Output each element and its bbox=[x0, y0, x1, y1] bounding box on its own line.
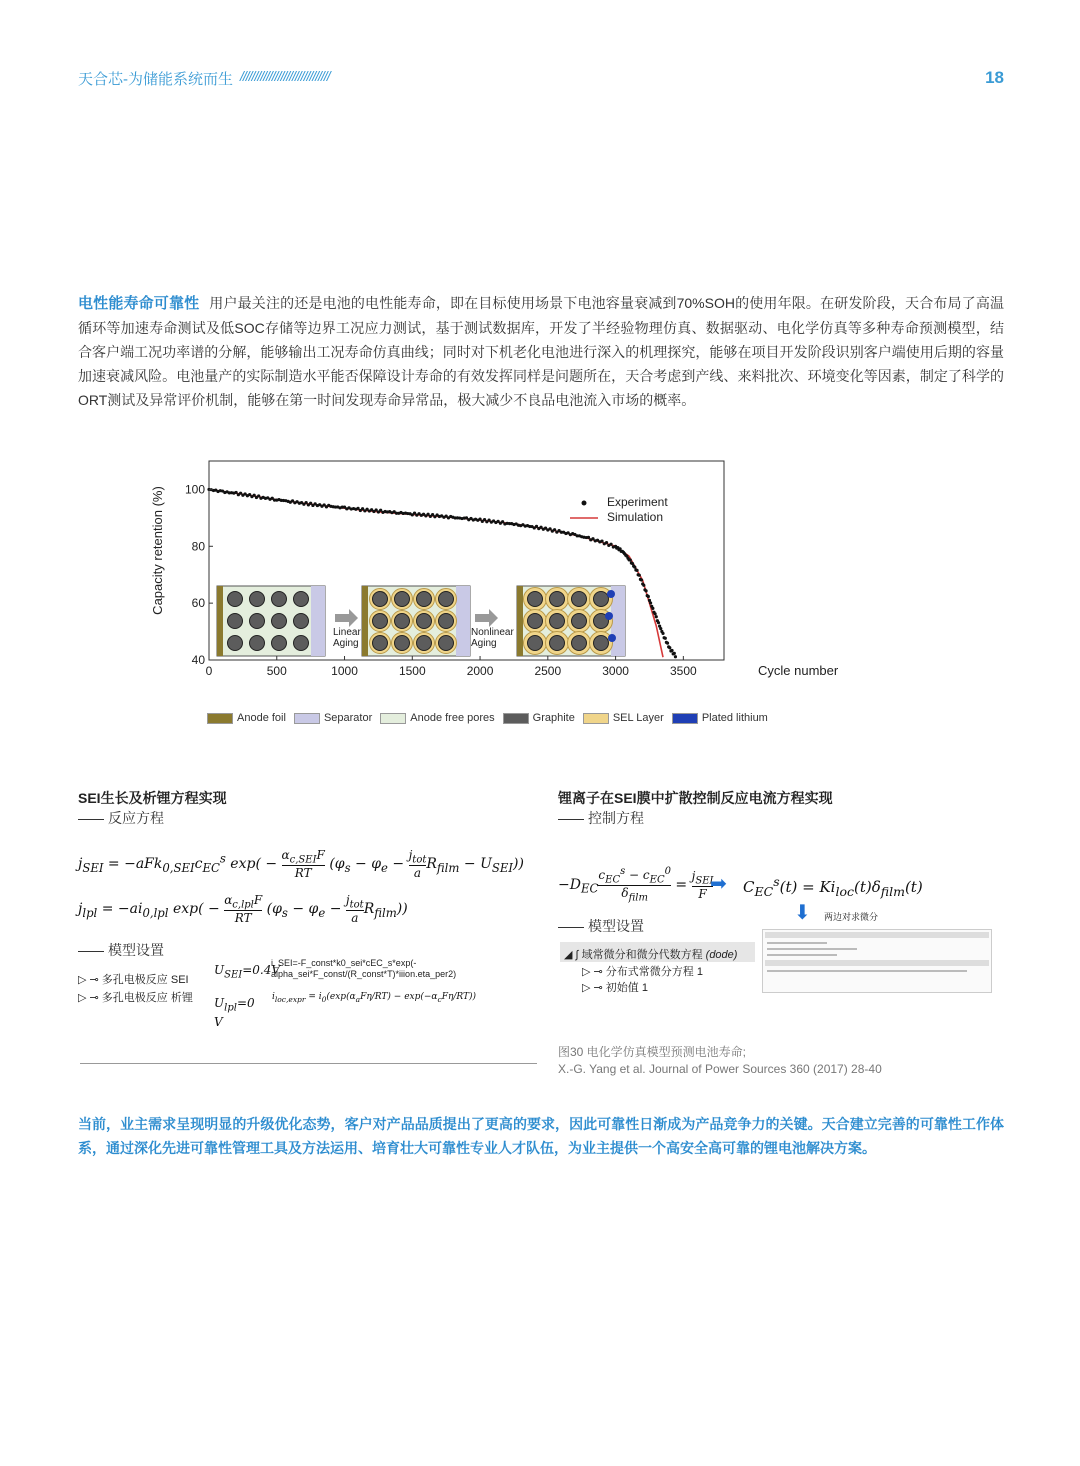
experiment-point bbox=[633, 566, 636, 569]
y-tick-label: 80 bbox=[191, 539, 205, 554]
inset-label: Aging bbox=[333, 638, 359, 649]
experiment-point bbox=[655, 615, 658, 618]
left-model-settings bbox=[78, 940, 164, 960]
arrow-note: 两边对求微分 bbox=[824, 912, 879, 922]
tree-root-label: 域常微分和微分代数方程 bbox=[581, 949, 703, 961]
inset-label: Aging bbox=[471, 638, 497, 649]
tree-item-sei[interactable]: ▷ ⊸ 多孔电极反应 SEI bbox=[78, 974, 189, 986]
legend-simulation-label: Simulation bbox=[607, 510, 664, 524]
sei-equation: $j_{SEI} = -aFk_{0,SEI}c_{EC}^s$ exp( − $\alpha_{c,SEI}F$ RT ($\varphi_s - \varphi_e$ − $j_{tot}$ a $R_{film} - U_{SEI}$)) bbox=[78, 848, 524, 881]
node-icon: ⊸ bbox=[593, 982, 603, 994]
tree-root-tag: (dode) bbox=[705, 949, 738, 961]
right-panel-subtitle bbox=[558, 808, 644, 828]
graphite-particle bbox=[250, 636, 265, 651]
materials-legend-item bbox=[294, 712, 372, 724]
graphite-particle bbox=[528, 636, 543, 651]
node-icon: ⊸ bbox=[89, 992, 99, 1004]
inset-label: Linear bbox=[333, 627, 361, 638]
experiment-point bbox=[670, 649, 673, 652]
right-model-settings bbox=[558, 916, 644, 936]
thumbnail-bar bbox=[765, 932, 989, 938]
graphite-particle bbox=[272, 592, 287, 607]
tree-item-lpl-label: 多孔电极反应 析锂 bbox=[101, 992, 193, 1004]
legend-label: Separator bbox=[323, 712, 373, 724]
u-sei-setting: $U_{SEI}=0.4V$ bbox=[214, 963, 281, 981]
aging-insets bbox=[217, 586, 625, 656]
x-tick-label: 500 bbox=[266, 664, 287, 678]
experiment-point bbox=[635, 569, 638, 572]
right-subtitle-text: 控制方程 bbox=[588, 810, 644, 826]
inset-diagram bbox=[217, 586, 325, 656]
graphite-particle bbox=[272, 636, 287, 651]
thumbnail-bar bbox=[765, 960, 989, 966]
anode-foil bbox=[217, 586, 223, 656]
graphite-particle bbox=[250, 592, 265, 607]
page-number: 18 bbox=[985, 68, 1004, 87]
experiment-point bbox=[235, 491, 238, 494]
graphite-particle bbox=[528, 614, 543, 629]
legend-swatch bbox=[672, 713, 698, 724]
legend-swatch bbox=[503, 713, 529, 724]
thumbnail-line bbox=[767, 970, 967, 972]
experiment-point bbox=[257, 494, 260, 497]
dode-icon: ∫ bbox=[575, 949, 579, 961]
graphite-particle bbox=[572, 614, 587, 629]
x-tick-label: 0 bbox=[205, 664, 213, 678]
experiment-point bbox=[253, 494, 256, 497]
i-sei-expression: i_SEI=-F_const*k0_sei*cEC_s*exp(-alpha_sei*F_const/(R_const*T)*iiion.eta_per2) bbox=[271, 958, 457, 979]
down-arrow-icon: ⬇ bbox=[794, 902, 811, 924]
aging-arrow bbox=[335, 609, 358, 627]
x-tick-label: 3500 bbox=[669, 664, 697, 678]
graphite-particle bbox=[294, 636, 309, 651]
graphite-particle bbox=[294, 592, 309, 607]
materials-legend-item bbox=[672, 712, 768, 724]
legend-label: Graphite bbox=[532, 712, 575, 724]
experiment-point bbox=[638, 574, 641, 577]
aging-arrow bbox=[475, 609, 498, 627]
experiment-point bbox=[305, 501, 308, 504]
experiment-point bbox=[654, 612, 657, 615]
thumbnail-line bbox=[767, 954, 837, 956]
thumbnail-line bbox=[767, 942, 827, 944]
graphite-particle bbox=[528, 592, 543, 607]
graphite-particle bbox=[594, 636, 609, 651]
intro-text: 用户最关注的还是电池的电性能寿命，即在目标使用场景下电池容量衰减到70%SOH的使用年限。在研发阶段，天合布局了高温循环等加速寿命测试及低SOC存储等边界工况应力测试，基于测试数据库，开发了半经验物理仿真、数据驱动、电化学仿真等多种寿命预测模型，结合客户端工况功率谱的分解，能够输出工况寿命仿真曲线；同时对下机老化电池进行深入的机理探究，能够在项目开发阶段识别客户端使用后期的容量加速衰减风险。电池量产的实际制造水平能否保障设计寿命的有效发挥同样是问题所在，天合考虑到产线、来料批次、环境变化等因素，制定了科学的ORT测试及异常评价机制，能够在第一时间发现寿命异常品，极大减少不良品电池流入市场的概率。 bbox=[78, 295, 1004, 408]
experiment-point bbox=[674, 655, 677, 658]
experiment-point bbox=[661, 632, 664, 635]
left-panel-title: SEI生长及析锂方程实现 bbox=[78, 790, 227, 806]
legend-swatch bbox=[583, 713, 609, 724]
inset-diagram bbox=[517, 586, 625, 656]
left-model-settings-text: 模型设置 bbox=[108, 942, 164, 958]
y-tick-label: 100 bbox=[184, 482, 205, 497]
experiment-point bbox=[605, 541, 608, 544]
legend-label: Anode foil bbox=[237, 712, 286, 724]
right-model-settings-text: 模型设置 bbox=[588, 918, 644, 934]
graphite-particle bbox=[417, 636, 432, 651]
experiment-point bbox=[657, 621, 660, 624]
graphite-particle bbox=[550, 592, 565, 607]
y-axis-label: Capacity retention (%) bbox=[150, 486, 165, 615]
experiment-point bbox=[587, 536, 590, 539]
inset-label: Nonlinear bbox=[471, 627, 514, 638]
graphite-particle bbox=[395, 636, 410, 651]
right-panel-title: 锂离子在SEI膜中扩散控制反应电流方程实现 bbox=[558, 790, 833, 806]
right-arrow-icon: ➡ bbox=[710, 873, 727, 895]
experiment-point bbox=[647, 595, 650, 598]
materials-legend-item bbox=[583, 712, 664, 724]
tree-item-lpl[interactable]: ▷ ⊸ 多孔电极反应 析锂 bbox=[78, 992, 193, 1004]
divider-rule bbox=[80, 1063, 537, 1064]
i-loc-expression: $i_{loc,expr} = i_0(\exp(\alpha_aF\eta/RT) - \exp(-\alpha_cF\eta/RT))$ bbox=[272, 992, 477, 1004]
tree-child-init-label: 初始值 1 bbox=[605, 982, 648, 994]
header-title: 天合芯-为储能系统而生 bbox=[78, 71, 233, 88]
tree-root[interactable]: ◢ ∫ 域常微分和微分代数方程 (dode) bbox=[564, 949, 738, 961]
materials-legend bbox=[207, 712, 807, 724]
materials-legend-item bbox=[207, 712, 286, 724]
graphite-particle bbox=[373, 614, 388, 629]
inset-diagram bbox=[362, 586, 470, 656]
materials-legend-item bbox=[503, 712, 575, 724]
x-tick-label: 2000 bbox=[466, 664, 494, 678]
graphite-particle bbox=[395, 592, 410, 607]
graphite-particle bbox=[373, 636, 388, 651]
experiment-point bbox=[673, 652, 676, 655]
u-lpl-setting: $U_{lpl}=0$ V bbox=[214, 996, 255, 1030]
tree-item-sei-label: 多孔电极反应 SEI bbox=[101, 974, 189, 986]
experiment-point bbox=[600, 539, 603, 542]
graphite-particle bbox=[417, 614, 432, 629]
x-tick-label: 1500 bbox=[398, 664, 426, 678]
thumbnail-line bbox=[767, 948, 857, 950]
derived-equation: $C_{EC}^s(t) = Ki_{loc}(t)\delta_{film}(t)$ bbox=[743, 874, 923, 899]
node-icon: ⊸ bbox=[593, 966, 603, 978]
graphite-particle bbox=[373, 592, 388, 607]
figure-reference: X.-G. Yang et al. Journal of Power Sources 360 (2017) 28-40 bbox=[558, 1062, 882, 1076]
experiment-point bbox=[651, 607, 654, 610]
lpl-equation: $j_{lpl} = -ai_{0,lpl}$ exp( − $\alpha_{c,lpl}F$ RT ($\varphi_s - \varphi_e$ − $j_{tot}$ a $R_{film}$)) bbox=[78, 893, 408, 926]
legend-experiment-label: Experiment bbox=[607, 495, 668, 509]
plated-lithium bbox=[608, 634, 616, 642]
graphite-particle bbox=[272, 614, 287, 629]
tree-child-ode-label: 分布式常微分方程 1 bbox=[605, 966, 703, 978]
legend-experiment-marker bbox=[582, 501, 587, 506]
graphite-particle bbox=[417, 592, 432, 607]
legend-swatch bbox=[207, 713, 233, 724]
experiment-point bbox=[668, 646, 671, 649]
graphite-particle bbox=[395, 614, 410, 629]
tree-child-ode[interactable]: ▷ ⊸ 分布式常微分方程 1 bbox=[582, 966, 703, 978]
experiment-point bbox=[548, 527, 551, 530]
intro-paragraph bbox=[78, 291, 1004, 412]
settings-thumbnail bbox=[762, 929, 992, 993]
graphite-particle bbox=[439, 636, 454, 651]
y-tick-label: 60 bbox=[191, 596, 205, 611]
chart-legend bbox=[570, 495, 668, 524]
plated-lithium bbox=[607, 590, 615, 598]
closing-paragraph: 当前，业主需求呈现明显的升级优化态势，客户对产品品质提出了更高的要求，因此可靠性日渐成为产品竞争力的关键。天合建立完善的可靠性工作体系，通过深化先进可靠性管理工具及方法运用、培育壮大可靠性专业人才队伍，为业主提供一个高安全高可靠的锂电池解决方案。 bbox=[78, 1116, 1004, 1156]
graphite-particle bbox=[294, 614, 309, 629]
x-axis-label: Cycle number bbox=[758, 663, 839, 678]
graphite-particle bbox=[228, 614, 243, 629]
plated-lithium bbox=[605, 612, 613, 620]
graphite-particle bbox=[250, 614, 265, 629]
materials-legend-item bbox=[380, 712, 494, 724]
graphite-particle bbox=[439, 614, 454, 629]
graphite-particle bbox=[572, 592, 587, 607]
experiment-point bbox=[644, 589, 647, 592]
tree-child-init[interactable]: ▷ ⊸ 初始值 1 bbox=[582, 982, 648, 994]
x-tick-label: 1000 bbox=[331, 664, 358, 678]
experiment-point bbox=[664, 637, 667, 640]
experiment-point bbox=[609, 543, 612, 546]
graphite-particle bbox=[228, 592, 243, 607]
legend-label: Anode free pores bbox=[410, 712, 495, 724]
graphite-particle bbox=[550, 636, 565, 651]
experiment-point bbox=[642, 584, 645, 587]
anode-foil bbox=[517, 586, 523, 656]
experiment-point bbox=[535, 525, 538, 528]
anode-foil bbox=[362, 586, 368, 656]
graphite-particle bbox=[572, 636, 587, 651]
experiment-point bbox=[666, 642, 669, 645]
intro-lead: 电性能寿命可靠性 bbox=[78, 295, 200, 312]
graphite-particle bbox=[439, 592, 454, 607]
graphite-particle bbox=[594, 592, 609, 607]
separator bbox=[311, 586, 325, 656]
legend-label: SEL Layer bbox=[612, 712, 664, 724]
separator bbox=[456, 586, 470, 656]
capacity-chart bbox=[140, 448, 860, 688]
x-tick-label: 3000 bbox=[602, 664, 629, 678]
experiment-point bbox=[553, 528, 556, 531]
x-tick-label: 2500 bbox=[534, 664, 562, 678]
graphite-particle bbox=[550, 614, 565, 629]
header-decoration: /////////////////////////////// bbox=[240, 68, 330, 84]
experiment-point bbox=[640, 578, 643, 581]
experiment-point bbox=[629, 558, 632, 561]
left-subtitle-text: 反应方程 bbox=[108, 810, 164, 826]
graphite-particle bbox=[228, 636, 243, 651]
figure-caption: 图30 电化学仿真模型预测电池寿命; bbox=[558, 1045, 747, 1059]
experiment-point bbox=[649, 601, 652, 604]
legend-swatch bbox=[380, 713, 406, 724]
experiment-point bbox=[659, 627, 662, 630]
legend-swatch bbox=[294, 713, 320, 724]
y-tick-label: 40 bbox=[191, 653, 205, 667]
diffusion-equation: $-D_{EC}$ $c_{EC}^s - c_{EC}^0$ $\delta_{film}$ = $j_{SEI}$ F bbox=[558, 866, 714, 904]
legend-label: Plated lithium bbox=[701, 712, 768, 724]
node-icon: ⊸ bbox=[89, 974, 99, 986]
left-panel-subtitle bbox=[78, 808, 164, 828]
